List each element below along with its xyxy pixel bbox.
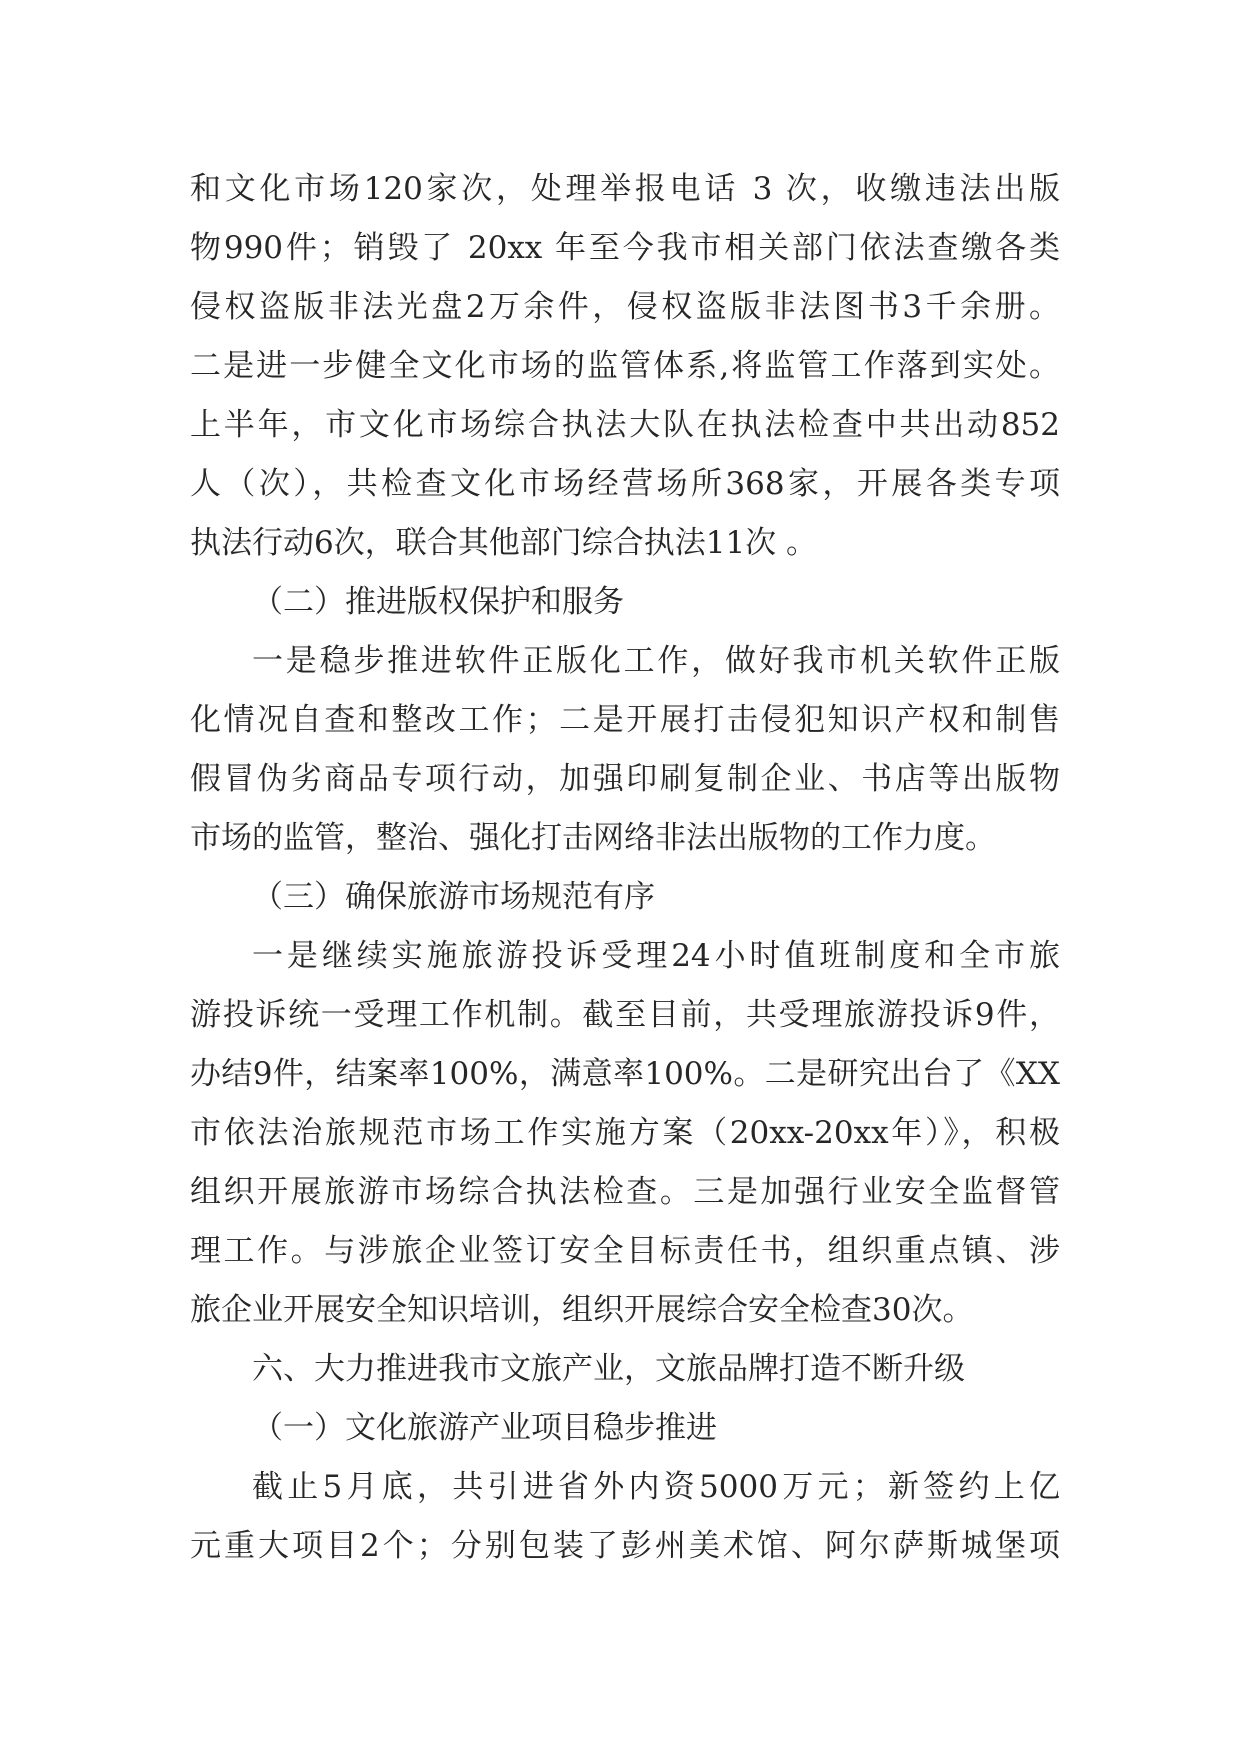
section-heading: （三）确保旅游市场规范有序 [252, 879, 655, 915]
paragraph-line: 一是稳步推进软件正版化工作，做好我市机关软件正版 [252, 643, 1060, 679]
chapter-heading: 六、大力推进我市文旅产业，文旅品牌打造不断升级 [252, 1351, 965, 1387]
paragraph-line: 二是进一步健全文化市场的监管体系,将监管工作落到实处。 [190, 348, 1060, 384]
paragraph-line: 和文化市场120家次，处理举报电话 3 次，收缴违法出版 [190, 171, 1060, 207]
paragraph-line: 物990件；销毁了 20xx 年至今我市相关部门依法查缴各类 [190, 230, 1060, 266]
paragraph-line: 截止5月底，共引进省外内资5000万元；新签约上亿 [252, 1469, 1060, 1505]
paragraph-line: 市依法治旅规范市场工作实施方案（20xx-20xx年）》，积极 [190, 1115, 1060, 1151]
paragraph-line: 假冒伪劣商品专项行动，加强印刷复制企业、书店等出版物 [190, 761, 1060, 797]
document-body [190, 160, 1060, 1576]
paragraph-line: 游投诉统一受理工作机制。截至目前，共受理旅游投诉9件， [190, 997, 1060, 1033]
paragraph-line: 人（次），共检查文化市场经营场所368家，开展各类专项 [190, 466, 1060, 502]
paragraph-line: 组织开展旅游市场综合执法检查。三是加强行业安全监督管 [190, 1174, 1060, 1210]
section-heading: （二）推进版权保护和服务 [252, 584, 624, 620]
paragraph-line: 一是继续实施旅游投诉受理24小时值班制度和全市旅 [252, 938, 1060, 974]
paragraph-line: 上半年，市文化市场综合执法大队在执法检查中共出动852 [190, 407, 1060, 443]
paragraph-line: 办结9件，结案率100%，满意率100%。二是研究出台了《XX [190, 1056, 1060, 1092]
section-heading: （一）文化旅游产业项目稳步推进 [252, 1410, 717, 1446]
paragraph-line: 执法行动6次，联合其他部门综合执法11次 。 [190, 525, 818, 561]
paragraph-line: 化情况自查和整改工作；二是开展打击侵犯知识产权和制售 [190, 702, 1060, 738]
paragraph-line: 市场的监管，整治、强化打击网络非法出版物的工作力度。 [190, 820, 996, 856]
paragraph-line: 元重大项目2个；分别包装了彭州美术馆、阿尔萨斯城堡项 [190, 1528, 1060, 1564]
paragraph-line: 侵权盗版非法光盘2万余件，侵权盗版非法图书3千余册。 [190, 289, 1060, 325]
paragraph-line: 理工作。与涉旅企业签订安全目标责任书，组织重点镇、涉 [190, 1233, 1060, 1269]
paragraph-line: 旅企业开展安全知识培训，组织开展综合安全检查30次。 [190, 1292, 974, 1328]
